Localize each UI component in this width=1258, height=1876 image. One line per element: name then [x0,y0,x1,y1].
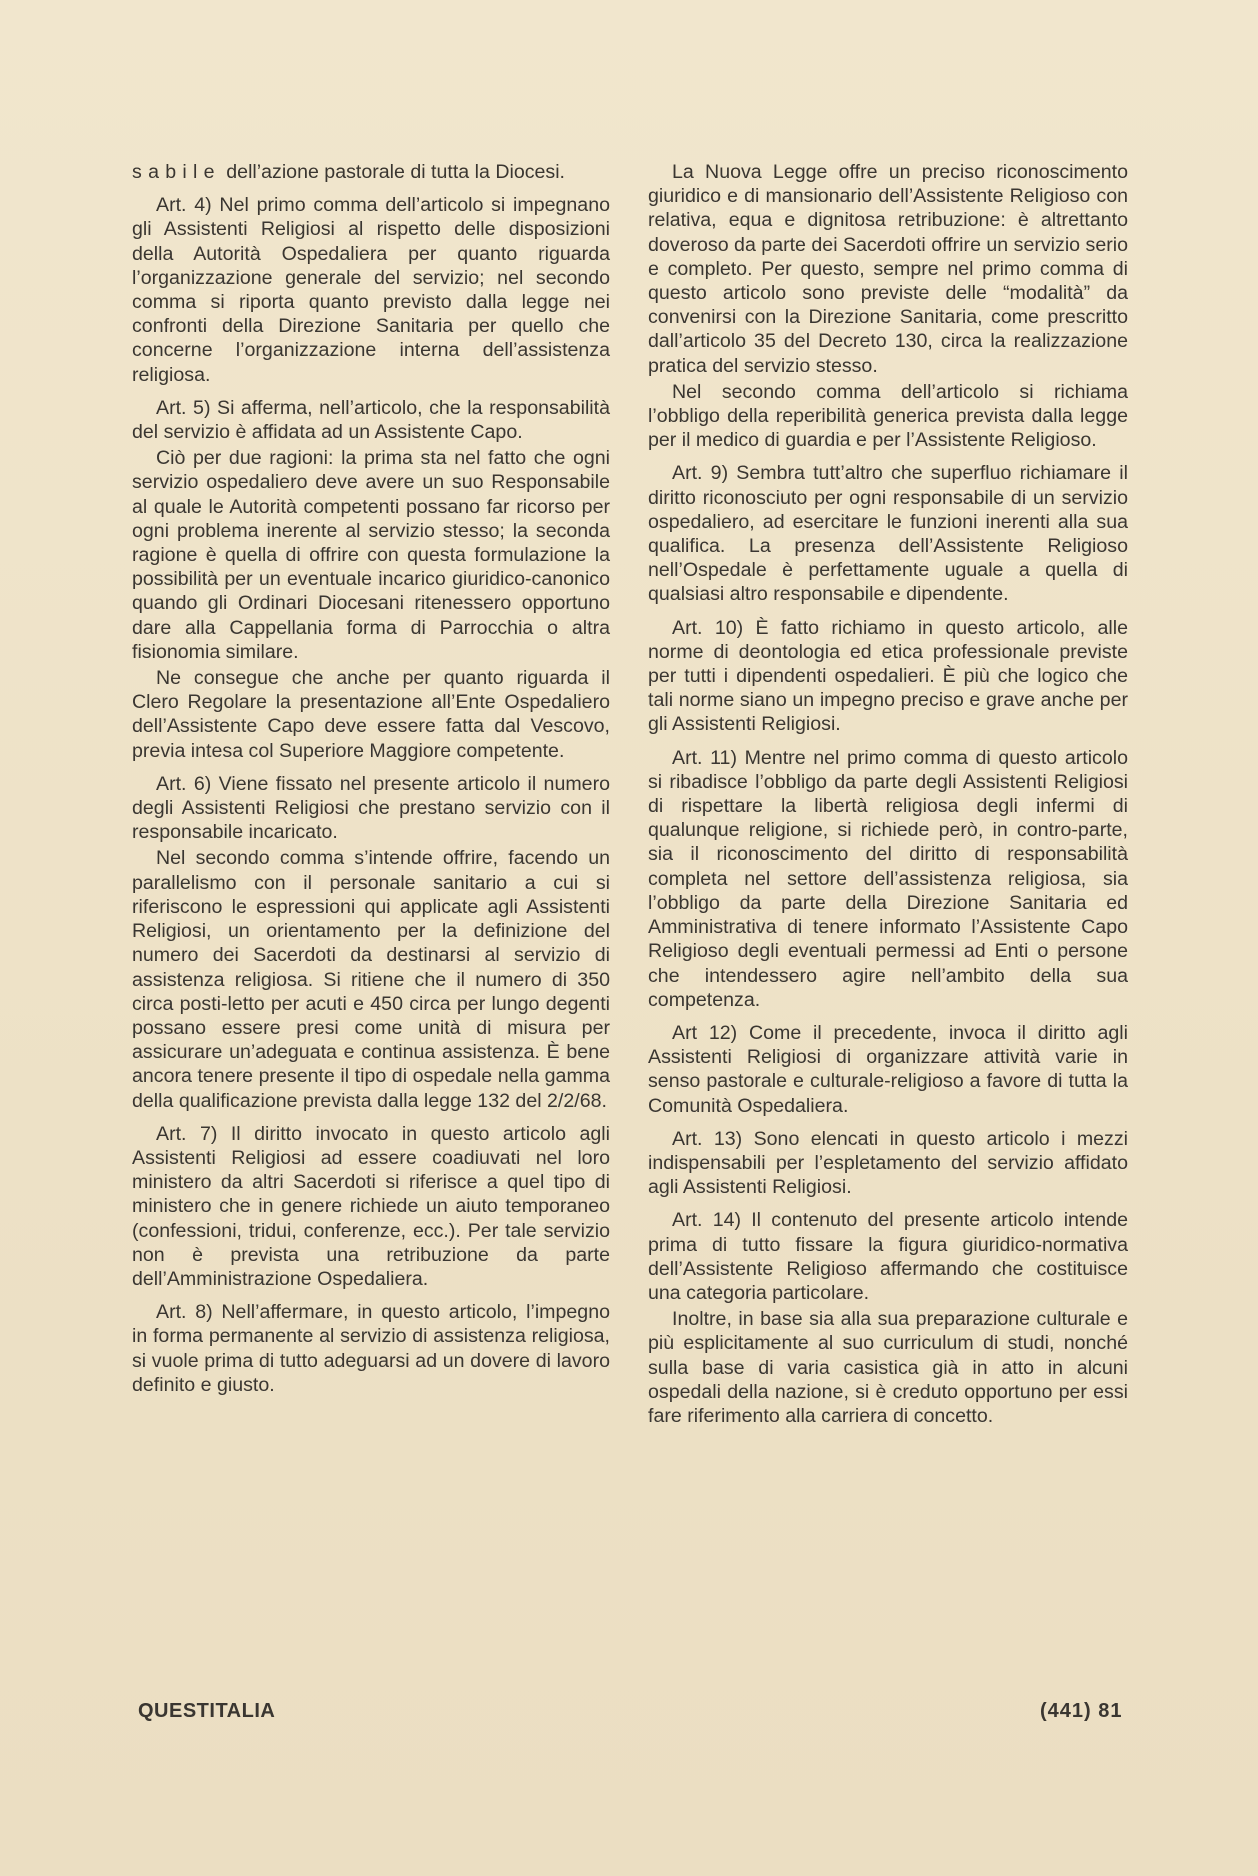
paragraph: Art. 13) Sono elencati in questo articolo i mezzi indispensabili per l’espletamento del servizio affidato agli Assistenti Religiosi. [648,1127,1128,1199]
paragraph: Nel secondo comma dell’articolo si richiama l’obbligo della reperibilità generica prevista dalla legge per il medico di guardia e per l’Assistente Religioso. [648,380,1128,452]
paragraph: Art. 4) Nel primo comma dell’articolo si impegnano gli Assistenti Religiosi al rispetto delle disposizioni della Autorità Ospedaliera per quanto riguarda l’organizzazione generale del servizio; nel secondo comma si riporta quanto previsto dalla legge nei confronti della Direzione Sanitaria per quello che concerne l’organizzazione interna dell’assistenza religiosa. [132,194,610,386]
right-column [648,160,1128,1437]
paragraph: Ciò per due ragioni: la prima sta nel fatto che ogni servizio ospedaliero deve avere un suo Responsabile al quale le Autorità competenti possano far ricorso per ogni problema inerente al servizio stesso; la seconda ragione è quella di offrire con questa formulazione la possibilità per un eventuale incarico giuridico-canonico quando gli Ordinari Diocesani ritenessero opportuno dare alla Cappellania forma di Parrocchia o altra fisionomia similare. [132,447,610,663]
paragraph: Art. 11) Mentre nel primo comma di questo articolo si ribadisce l’obbligo da parte degli Assistenti Religiosi di rispettare la libertà religiosa degli infermi di qualunque religione, si richiede però, in contro-parte, sia il riconoscimento del diritto di responsabilità completa nel settore dell’assistenza religiosa, sia l’obbligo da parte della Direzione Sanitaria ed Amministrativa di tenere informato l’Assistente Capo Religioso degli eventuali permessi ad Enti o persone che intendessero agire nell’ambito della sua competenza. [648,746,1128,1011]
paragraph: Art. 14) Il contenuto del presente articolo intende prima di tutto fissare la figura giuridico-normativa dell’Assistente Religioso affermando che costituisce una categoria particolare. [648,1209,1128,1304]
left-column [132,160,610,1406]
paragraph: sabile dell’azione pastorale di tutta la Diocesi. [132,161,566,183]
paragraph: Art. 5) Si afferma, nell’articolo, che la responsabilità del servizio è affidata ad un Assistente Capo. [132,396,610,444]
paragraph: Art. 8) Nell’affermare, in questo articolo, l’impegno in forma permanente al servizio di assistenza religiosa, si vuole prima di tutto adeguarsi ad un dovere di lavoro definito e giusto. [132,1301,610,1396]
paragraph: Art 12) Come il precedente, invoca il diritto agli Assistenti Religiosi di organizzare attività varie in senso pastorale e culturale-religioso a favore di tutta la Comunità Ospedaliera. [648,1021,1128,1117]
publication-name: QUESTITALIA [138,1700,276,1722]
paragraph: Inoltre, in base sia alla sua preparazione culturale e più esplicitamente al suo curriculum di studi, nonché sulla base di varia casistica già in atto in alcuni ospedali della nazione, si è creduto opportuno per essi fare riferimento alla carriera di concetto. [648,1308,1128,1427]
paragraph: Art. 9) Sembra tutt’altro che superfluo richiamare il diritto riconosciuto per ogni responsabile di un servizio ospedaliero, ad esercitare le funzioni inerenti alla sua qualifica. La presenza dell’Assistente Religioso nell’Ospedale è perfettamente uguale a quella di qualsiasi altro responsabile e dipendente. [648,462,1128,606]
paragraph: Art. 6) Viene fissato nel presente articolo il numero degli Assistenti Religiosi che prestano servizio con il responsabile incaricato. [132,772,610,844]
page-number: (441) 81 [1040,1700,1123,1722]
paragraph: Ne consegue che anche per quanto riguarda il Clero Regolare la presentazione all’Ente Ospedaliero dell’Assistente Capo deve essere fatta dal Vescovo, previa intesa col Superiore Maggiore competente. [132,667,610,762]
paragraph: La Nuova Legge offre un preciso riconoscimento giuridico e di mansionario dell’Assistente Religioso con relativa, equa e dignitosa retribuzione: è altrettanto doveroso da parte dei Sacerdoti offrire un servizio serio e completo. Per questo, sempre nel primo comma di questo articolo sono previste delle “modalità” da convenirsi con la Direzione Sanitaria, come prescritto dall’articolo 35 del Decreto 130, circa la realizzazione pratica del servizio stesso. [648,161,1128,377]
paragraph: Art. 7) Il diritto invocato in questo articolo agli Assistenti Religiosi ad essere coadiuvati nel loro ministero da altri Sacerdoti si riferisce a quel tipo di ministero che in genere richiede un aiuto temporaneo (confessioni, tridui, conferenze, ecc.). Per tale servizio non è prevista una retribuzione da parte dell’Amministrazione Ospedaliera. [132,1122,610,1290]
paragraph: Art. 10) È fatto richiamo in questo articolo, alle norme di deontologia ed etica professionale previste per tutti i dipendenti ospedalieri. È più che logico che tali norme siano un impegno preciso e grave anche per gli Assistenti Religiosi. [648,616,1128,736]
paragraph: Nel secondo comma s’intende offrire, facendo un parallelismo con il personale sanitario a cui si riferiscono le espressioni qui applicate agli Assistenti Religiosi, un orientamento per la definizione del numero dei Sacerdoti da destinarsi al servizio di assistenza religiosa. Si ritiene che il numero di 350 circa posti-letto per acuti e 450 circa per lungo degenti possano essere presi come unità di misura per assicurare un’adeguata e continua assistenza. È bene ancora tenere presente il tipo di ospedale nella gamma della qualificazione prevista dalla legge 132 del 2/2/68. [132,847,610,1112]
